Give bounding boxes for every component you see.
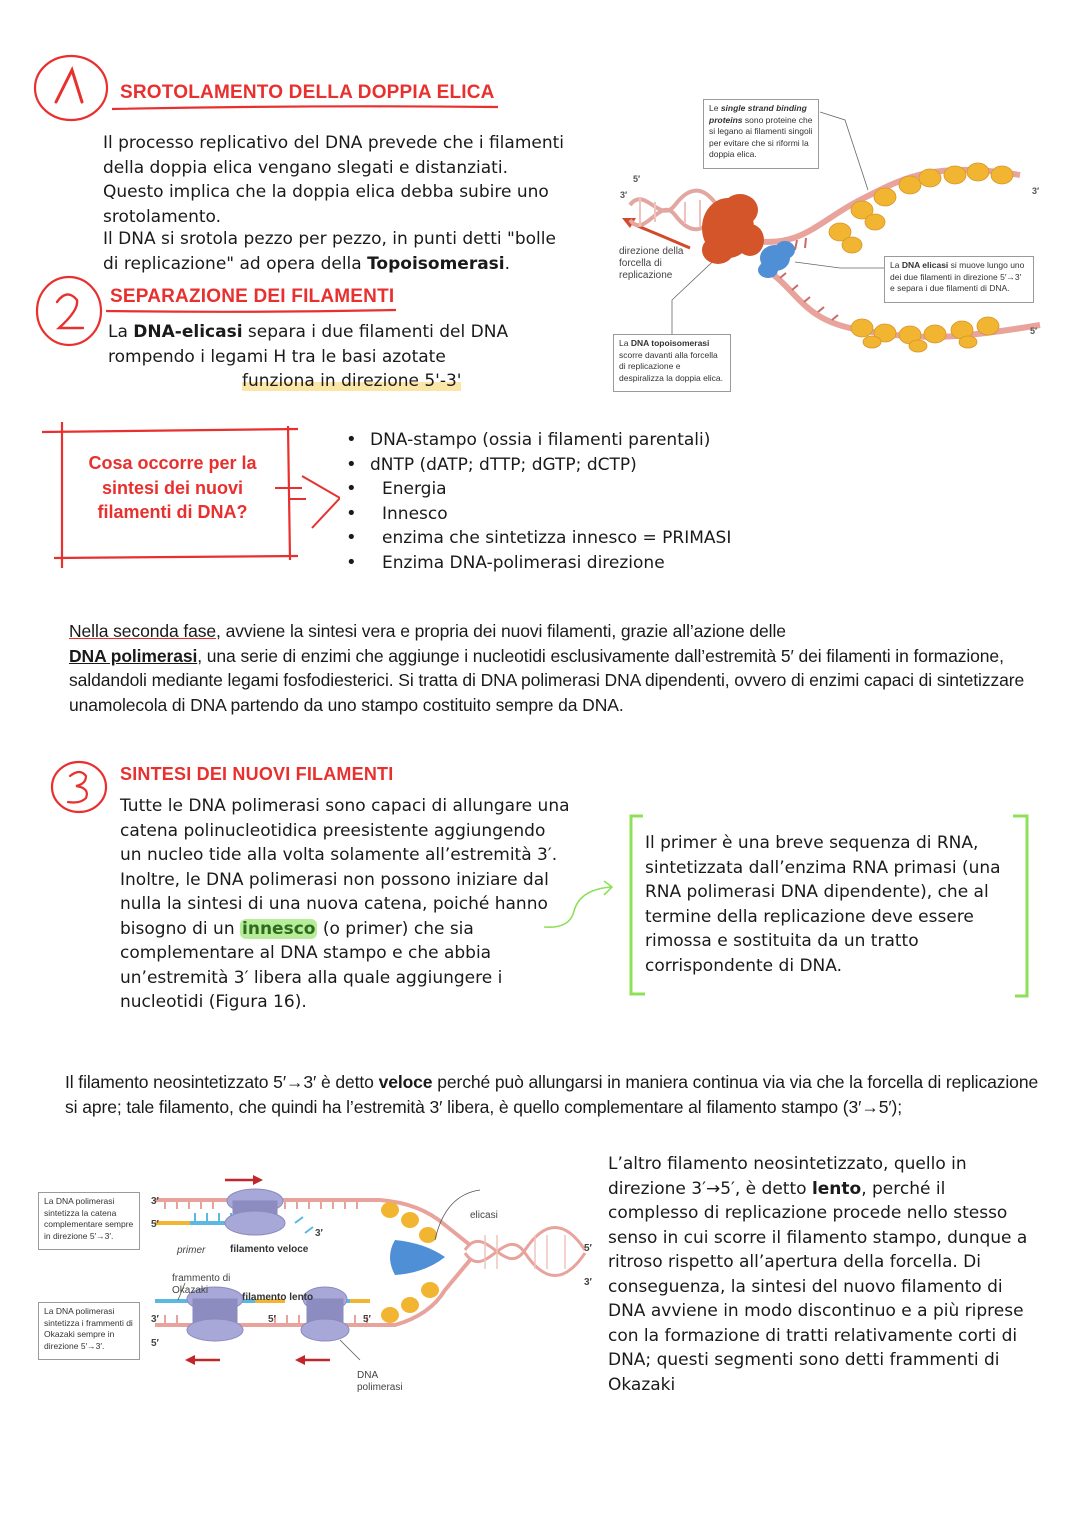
list-item: • Energia [340,477,731,502]
label-3-prime: 3′ [315,1228,323,1239]
number-2-circle-icon [33,274,105,348]
label-3-prime: 3′ [151,1314,159,1325]
list-item: • Enzima DNA-polimerasi direzione [340,551,731,576]
list-item: • dNTP (dATP; dTTP; dGTP; dCTP) [340,453,731,478]
label-helicase: elicasi [470,1210,498,1221]
ssb-caption-box: Le single strand binding proteins sono proteine che si legano ai filamenti singoli per evitare che si riformi la doppia elica. [703,99,819,169]
lagging-caption-box: La DNA polimerasi sintetizza i frammenti di Okazaki sempre in direzione 5′→3′. [38,1302,140,1360]
section-3-text: Tutte le DNA polimerasi sono capaci di allungare una catena polinucleotidica preesistente aggiungendo un nucleo tide alla volta solamente all’estremità 3′. Inoltre, le DNA polimerasi non possono iniziare dal nulla la sintesi di una nuova catena, poiché hanno bisogno di un innesco (o primer) che sia complementare al DNA stampo e che abbia un’estremità 3′ libera alla quale aggiungere i nucleotidi (Figura 16). [120,796,570,1012]
label-5-prime: 5′ [151,1219,159,1230]
arrow-to-note-icon [540,875,620,935]
label-3-prime: 3′ [151,1196,159,1207]
list-item: • Innesco [340,502,731,527]
fork-direction-label: direzione della forcella di replicazione [619,246,684,281]
requirements-list [340,428,731,575]
helicase-caption-box: La DNA elicasi si muove lungo uno dei due filamenti in direzione 5′→3′ e separa i due filamenti di DNA. [884,256,1034,303]
number-3-circle-icon [48,758,110,816]
question-box-text: Cosa occorre per la sintesi dei nuovi filamenti di DNA? [88,453,257,522]
section-1-title: SROTOLAMENTO DELLA DOPPIA ELICA [120,82,495,103]
label-primer: primer [177,1245,206,1256]
section-2-title: SEPARAZIONE DEI FILAMENTI [110,286,395,307]
section-3-title: SINTESI DEI NUOVI FILAMENTI [120,764,394,784]
primer-note: Il primer è una breve sequenza di RNA, sintetizzata dall’enzima RNA primasi (una RNA polimerasi DNA dipendente), che al termine della replicazione deve essere rimossa e sostituita da un tratto corrispondente di DNA. [645,833,1001,976]
label-5-prime: 5′ [151,1338,159,1349]
polymerase-paragraph: Nella seconda fase, avviene la sintesi vera e propria dei nuovi filamenti, grazie all’azione delle DNA polimerasi, una serie di enzimi che aggiunge i nucleotidi esclusivamente dall’estremità 5′ dei filamenti in formazione, saldandoli mediante legami fosfodiesterici. Si tratta di DNA polimerasi DNA dipendenti, ovvero di enzimi capaci di sintetizzare unamolecola di DNA partendo da uno stampo costituito sempre da DNA. [69,621,1025,715]
leading-strand-paragraph: Il filamento neosintetizzato 5′→3′ è detto veloce perché può allungarsi in maniera continua via via che la forcella di replicazione si apre; tale filamento, che quindi ha l’estremità 3′ libera, è quello complementare al filamento stampo (3′→5′); [65,1072,1039,1117]
number-1-circle-icon [30,52,112,124]
label-5-prime: 5′ [584,1243,592,1254]
list-item: • enzima che sintetizza innesco = PRIMASI [340,526,731,551]
title-underline [110,104,500,112]
leading-caption-box: La DNA polimerasi sintetizza la catena complementare sempre in direzione 5′→3′. [38,1192,140,1250]
label-leading-strand: filamento veloce [230,1244,309,1255]
topoisomerase-caption-box: La DNA topoisomerasi scorre davanti alla forcella di replicazione e despiralizza la doppia elica. [613,334,731,392]
label-5-prime: 5′ [268,1314,276,1325]
list-item: • DNA-stampo (ossia i filamenti parentali) [340,428,731,453]
svg-text:5′: 5′ [1030,326,1038,336]
label-5-prime: 5′ [363,1314,371,1325]
label-3-prime: 3′ [584,1277,592,1288]
label-lagging-strand: filamento lento [242,1292,314,1303]
title-underline [104,307,399,315]
lagging-strand-paragraph: L’altro filamento neosintetizzato, quello in direzione 3′→5′, è detto lento, perché il complesso di replicazione procede nello stesso senso in cui scorre il filamento stampo, dunque a ritroso rispetto all’apertura della forcella. Di conseguenza, la sintesi del nuovo filamento di DNA avviene in modo discontinuo e a più riprese con la formazione di tratti relativamente corti di DNA; questi segmenti sono detti frammenti di Okazaki [608,1154,1028,1395]
innesco-highlight: innesco [242,918,316,939]
svg-text:5′: 5′ [633,174,641,184]
section-1-text: Il processo replicativo del DNA prevede che i filamenti della doppia elica vengano slegati e distanziati. Questo implica che la doppia elica debba subire uno srotolamento. Il DNA si srotola pezzo per pezzo, in punti detti "bolle di replicazione" ad opera della Topoisomerasi. [103,133,565,274]
label-okazaki-fragment: frammento di Okazaki [172,1273,231,1296]
svg-text:3′: 3′ [620,190,628,200]
svg-text:3′: 3′ [1032,186,1040,196]
label-polymerase: DNA polimerasi [357,1370,403,1393]
section-2-text: La DNA-elicasi separa i due filamenti del DNA rompendo i legami H tra le basi azotate funziona in direzione 5'-3' [108,322,509,391]
direction-note: funziona in direzione 5'-3' [242,371,462,391]
